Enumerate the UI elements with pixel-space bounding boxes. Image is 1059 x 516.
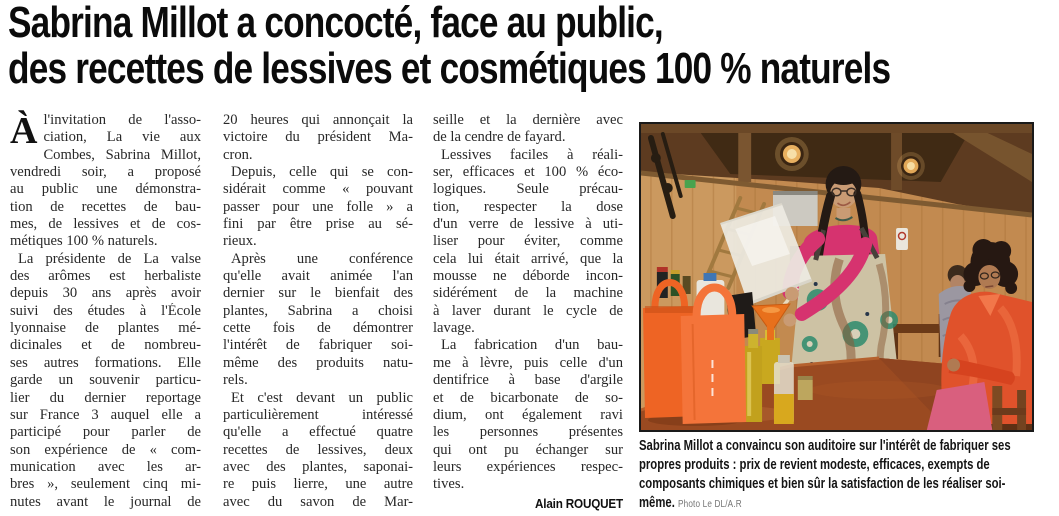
text-line: des arômes est herbaliste: [10, 268, 201, 285]
text-line: plantes, Sabrina a choisi: [223, 302, 413, 319]
paragraph: [223, 112, 413, 164]
caption-text: Sabrina Millot a convaincu son auditoire sur l'intérêt de fabriquer ses propres produits : prix de revient modeste, efficaces, exempts de composants chimiques et bien sûr la satisfaction de les réaliser soi-même.: [639, 438, 1011, 511]
text-line: qu'elle a effectué quatre: [223, 424, 413, 441]
text-line: garde un souvenir particu-: [10, 372, 201, 389]
text-line: La fabrication d'un bau-: [441, 337, 623, 354]
paragraph: [223, 164, 413, 251]
text-line: lyonnaise de plantes mé-: [10, 320, 201, 337]
text-line: lavage.: [433, 320, 475, 337]
text-line: leurs expériences respec-: [433, 458, 623, 475]
headline-line-2: des recettes de lessives et cosmétiques 100 % naturels: [8, 44, 891, 93]
text-line: logiques. Seule précau-: [433, 181, 623, 198]
text-line: et de bicarbonate de so-: [433, 389, 623, 406]
text-line: munication avec les ar-: [10, 458, 201, 475]
text-line: qu'elle avait animée l'an: [223, 268, 413, 285]
text-line: tion de recettes de bau-: [10, 198, 201, 215]
text-line: tion, respecter la dose: [433, 198, 623, 215]
text-line: avec du savon de Mar-: [223, 493, 413, 510]
text-line: sidérément de la machine: [433, 285, 623, 302]
text-line: de la cendre de fayard.: [433, 129, 566, 146]
text-line: participé pour parler de: [10, 424, 201, 441]
drop-cap: À: [10, 110, 38, 152]
text-line: Après une conférence: [231, 250, 413, 267]
text-line: liser pour éviter, comme: [433, 233, 623, 250]
text-line: cette fois de démontrer: [223, 320, 413, 337]
text-line: seille et la dernière avec: [433, 112, 623, 128]
text-line: avec des plantes, saponai-: [223, 458, 413, 475]
text-line: vendredi soir, a proposé: [10, 164, 201, 181]
text-line: au public une démonstra-: [10, 181, 201, 198]
text-line: lier du dernier reportage: [10, 389, 201, 406]
text-line: à laver durant le cycle de: [433, 302, 623, 319]
text-line: me à lèvre, puis celle d'un: [433, 354, 623, 371]
article-column-1: [10, 112, 201, 511]
text-line: dernier sur le bienfait des: [223, 285, 413, 302]
text-line: re puis lierre, une autre: [223, 476, 413, 493]
text-line: cela lui était arrivé, que la: [433, 250, 623, 267]
text-line: recettes de lessives, deux: [223, 441, 413, 458]
photo-caption: [639, 437, 1021, 514]
text-line: ser, efficaces et 100 % éco-: [433, 164, 623, 181]
text-line: nutes avant le journal de: [10, 493, 201, 510]
text-line: rels.: [223, 372, 248, 389]
paragraph: [433, 337, 623, 493]
text-line: depuis 30 ans après avoir: [10, 285, 201, 302]
text-line: tives.: [433, 476, 465, 493]
text-line: l'invitation de l'asso-: [43, 112, 201, 128]
text-line: même des produits natu-: [223, 354, 413, 371]
paragraph: [223, 251, 413, 390]
text-line: Lessives faciles à réali-: [441, 146, 623, 163]
text-line: mousse ne déborde incon-: [433, 268, 623, 285]
text-line: victoire du président Ma-: [223, 129, 413, 146]
text-line: son expérience de « com-: [10, 441, 201, 458]
text-line: métiques 100 % naturels.: [10, 233, 158, 250]
paragraph: [433, 147, 623, 338]
photo-block: [639, 122, 1034, 514]
photo-orange-bags: [643, 283, 746, 427]
text-line: d'un verre de lessive à uti-: [433, 216, 623, 233]
text-line: Depuis, celle qui se con-: [231, 164, 413, 181]
text-line: qui ont pu échanger sur: [433, 441, 623, 458]
article-column-2: [223, 112, 413, 511]
byline: Alain ROUQUET: [534, 496, 623, 511]
text-line: particulièrement intéressé: [223, 406, 413, 423]
text-line: ciation, La vie aux: [43, 129, 201, 146]
text-line: cron.: [223, 146, 253, 163]
text-line: les personnes présentes: [433, 424, 623, 441]
text-line: bres », seulement cinq mi-: [10, 476, 201, 493]
text-line: Combes, Sabrina Millot,: [43, 146, 201, 163]
text-line: rieux.: [223, 233, 257, 250]
paragraph: [223, 390, 413, 511]
text-line: dicinales et de nombreu-: [10, 337, 201, 354]
headline-line-1: Sabrina Millot a concocté, face au public,: [8, 0, 663, 47]
text-line: suivi des études à l'École: [10, 302, 201, 319]
text-line: dentifrice à base d'argile: [433, 372, 623, 389]
text-line: sidérait comme « pouvant: [223, 181, 413, 198]
text-line: l'intérêt de fabriquer soi-: [223, 337, 413, 354]
photo-credit: Photo Le DL/A.R: [677, 498, 742, 510]
projection-screen: [773, 191, 818, 195]
text-line: ses autres formations. Elle: [10, 354, 201, 371]
text-line: mes, de lessives et de cos-: [10, 216, 201, 233]
text-line: Et c'est devant un public: [231, 389, 413, 406]
text-line: sur France 3 auquel elle a: [10, 406, 201, 423]
text-line: passer pour une folle » a: [223, 198, 413, 215]
article-column-3: [433, 112, 623, 494]
paragraph: [433, 112, 623, 147]
text-line: La présidente de La valse: [18, 250, 201, 267]
exit-sign: [685, 180, 696, 188]
article-photo: [639, 122, 1034, 432]
text-line: dium, ont également ravi: [433, 406, 623, 423]
headline: [8, 0, 890, 92]
paragraph: [10, 251, 201, 511]
text-line: 20 heures qui annonçait la: [223, 112, 413, 128]
text-line: fini par être prise au sé-: [223, 216, 413, 233]
